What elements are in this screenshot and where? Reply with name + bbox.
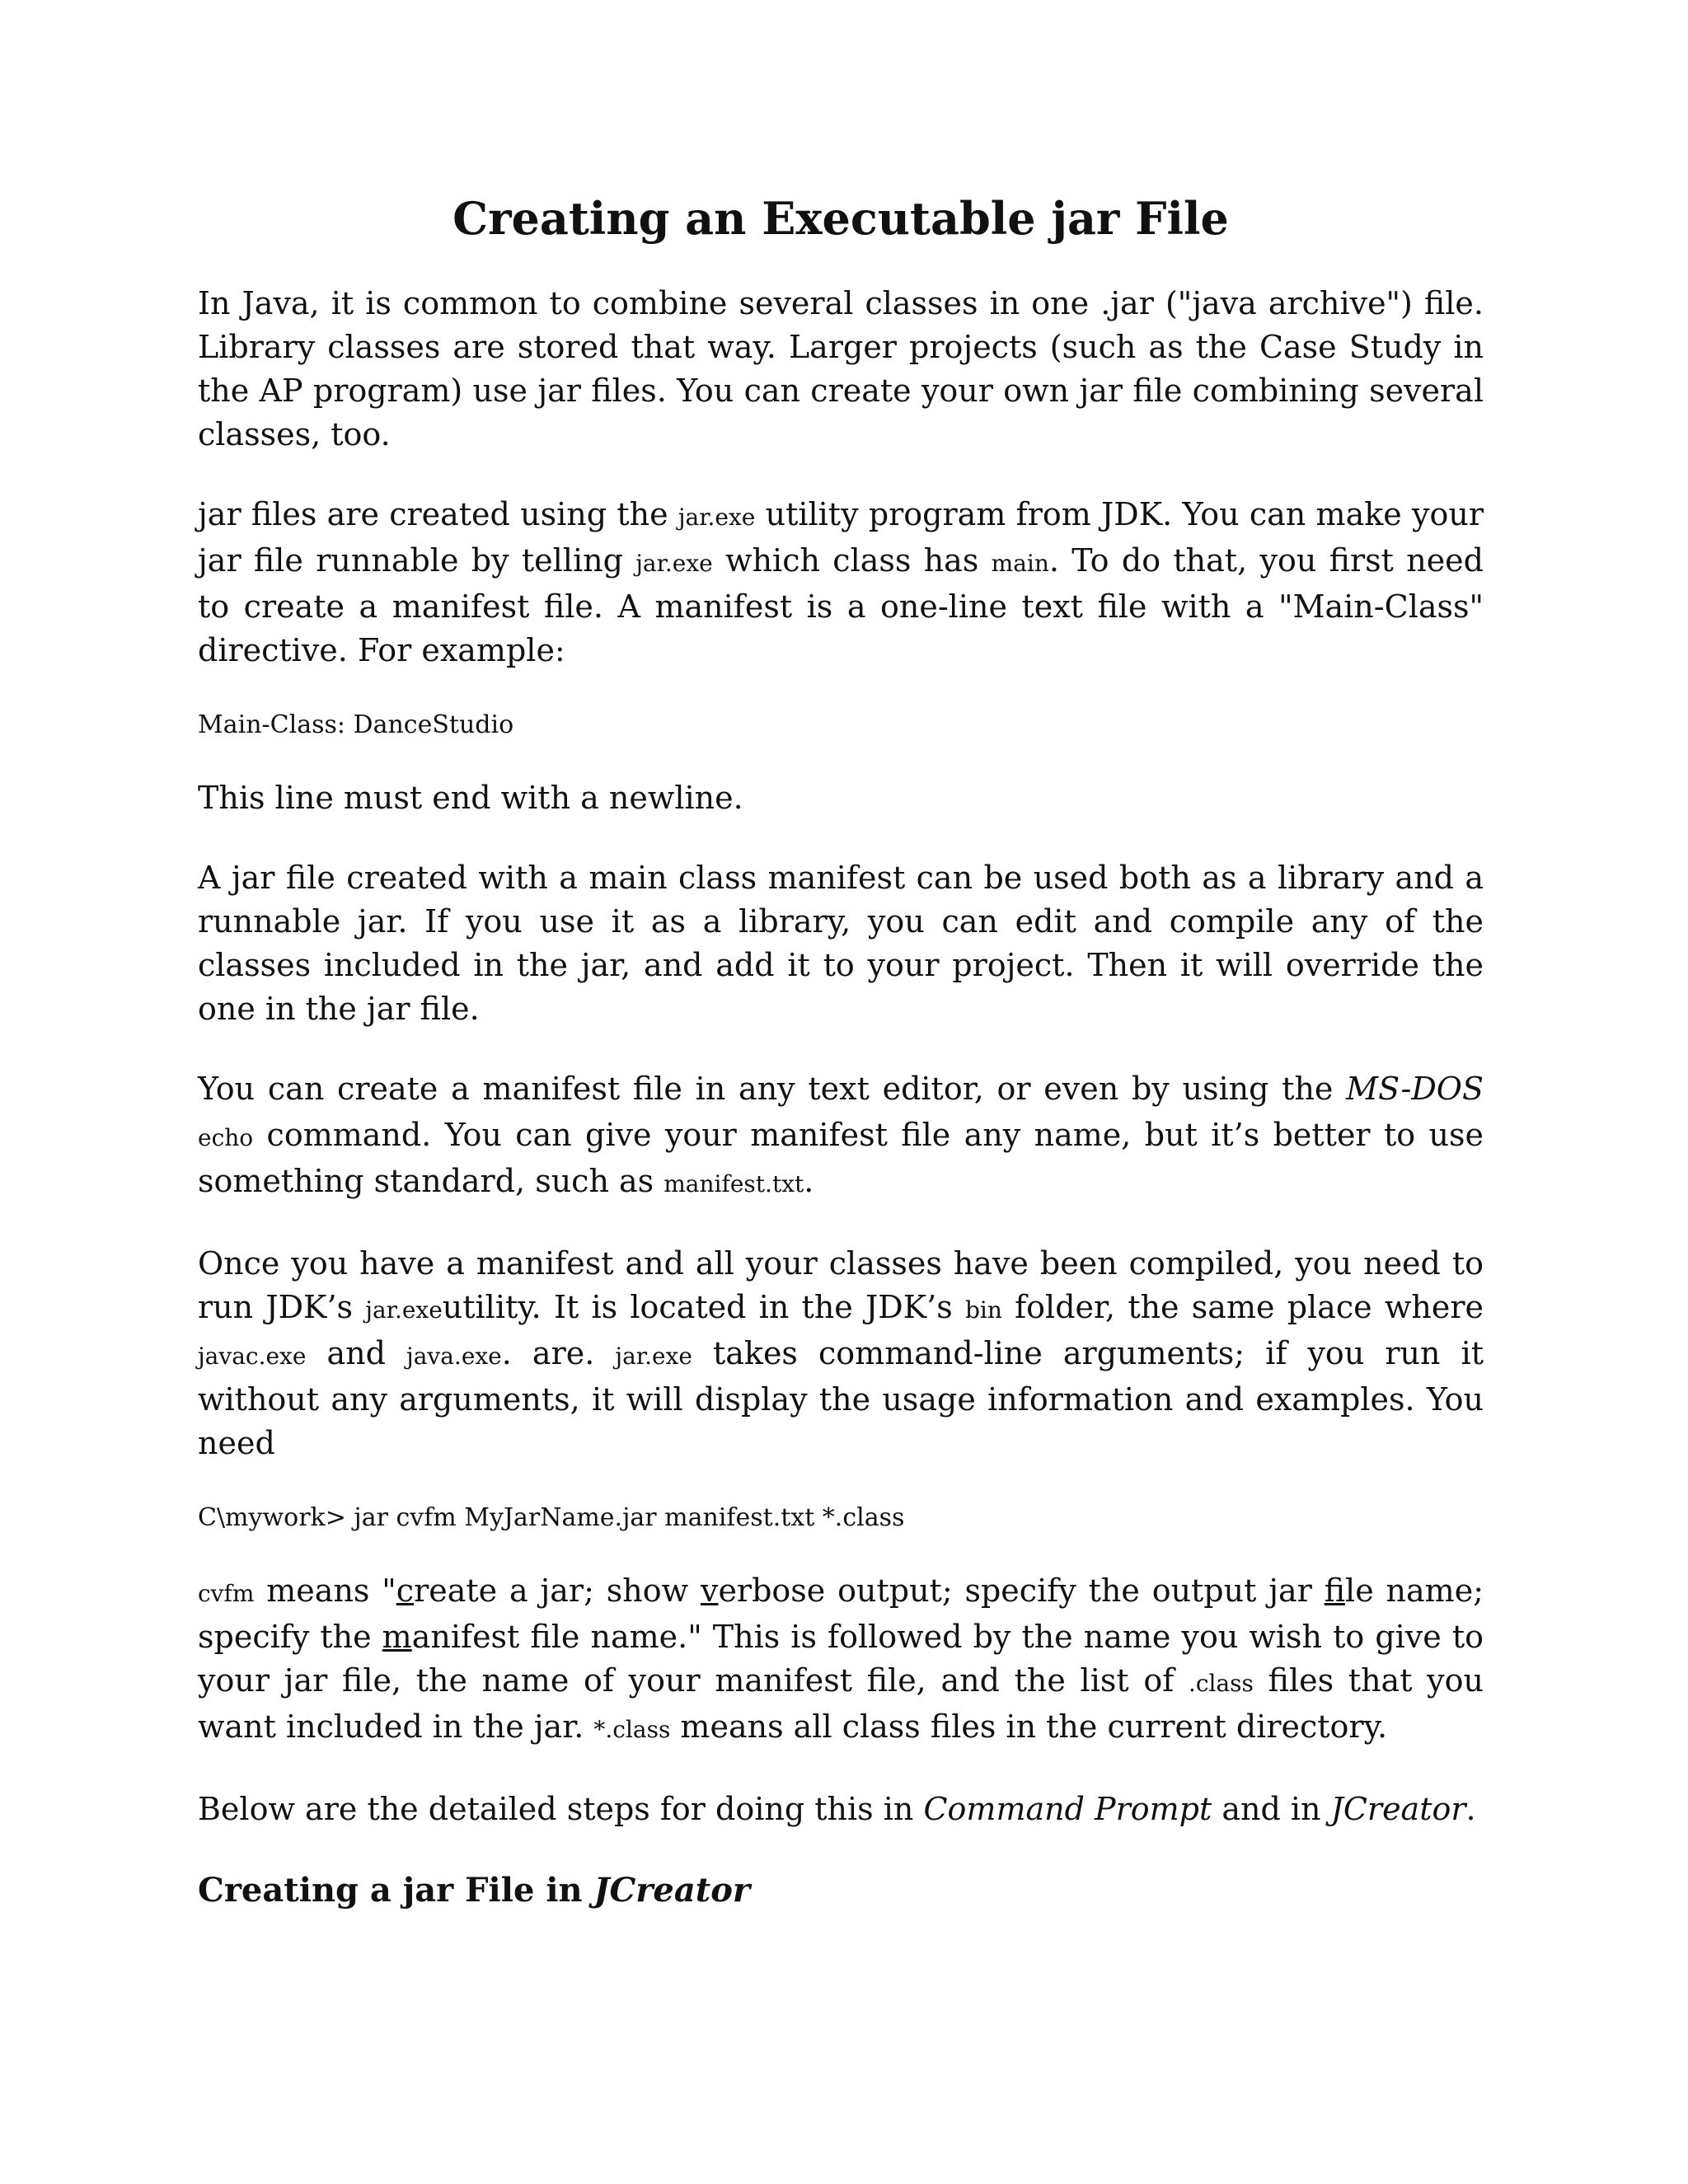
text: command. You can give your manifest file any name, but it’s better to use something standard, such as	[198, 1117, 1484, 1199]
underlined-letter: m	[382, 1619, 412, 1655]
italic-text: JCreator	[1330, 1791, 1466, 1827]
jar-utility-paragraph	[198, 493, 1484, 673]
inline-code: main	[991, 550, 1049, 577]
inline-code: jar.exe	[365, 1296, 443, 1324]
underlined-letter: f	[1324, 1572, 1346, 1609]
jar-command-code: C\mywork> jar cvfm MyJarName.jar manifest.txt *.class	[198, 1503, 905, 1532]
intro-paragraph: In Java, it is common to combine several classes in one .jar ("java archive") file. Library classes are stored that way. Larger projects (such as the Case Study in the AP program) use jar files. You can create your own jar file combining several classes, too.	[198, 285, 1484, 452]
inline-code: cvfm	[198, 1580, 255, 1607]
text: Once you have a manifest and all your classes have been compiled, you need to run JDK’s	[198, 1245, 1484, 1325]
text: anifest file name." This is followed by the name you wish to give to your jar file, the name of your manifest file, and the list of	[198, 1619, 1484, 1699]
text: which class has	[712, 542, 992, 579]
manifest-example-code: Main-Class: DanceStudio	[198, 710, 514, 739]
text: . To do that, you first need to create a manifest file. A manifest is a one-line text file with a "Main-Class" directive. For example:	[198, 542, 1484, 668]
text: . are.	[501, 1335, 616, 1371]
text: utility program from JDK. You can make your jar file runnable by telling	[198, 496, 1484, 579]
italic-text: MS-DOS	[1346, 1071, 1484, 1107]
text: files that you want included in the jar.	[198, 1662, 1484, 1745]
text: takes command-line arguments; if you run it without any arguments, it will display the usage information and examples. You need	[198, 1335, 1484, 1461]
text: means "	[254, 1572, 396, 1609]
inline-code: bin	[964, 1296, 1002, 1324]
text: reate a jar; show	[414, 1572, 701, 1609]
text: .	[1465, 1791, 1476, 1827]
cvfm-explanation-paragraph	[198, 1569, 1484, 1751]
text: erbose output; specify the output jar	[718, 1572, 1325, 1609]
document-title: Creating an Executable jar File	[452, 192, 1229, 245]
newline-note-paragraph: This line must end with a newline.	[198, 780, 743, 816]
inline-code: .class	[1188, 1670, 1254, 1697]
text: You can create a manifest file in any text editor, or even by using the	[198, 1071, 1347, 1107]
run-jar-paragraph	[198, 1242, 1484, 1465]
text: and	[306, 1335, 407, 1371]
italic-text: Command Prompt	[923, 1791, 1212, 1827]
heading-italic-text: JCreator	[593, 1871, 750, 1910]
underlined-letter: v	[700, 1572, 719, 1609]
steps-intro-paragraph	[198, 1788, 1484, 1831]
inline-code: echo	[198, 1124, 254, 1151]
text: Below are the detailed steps for doing this in	[198, 1791, 924, 1827]
manifest-editor-paragraph	[198, 1067, 1484, 1206]
text: folder, the same place where	[1001, 1289, 1484, 1325]
document-page	[198, 190, 1484, 1914]
text: and in	[1212, 1791, 1331, 1827]
inline-code: manifest.txt	[663, 1170, 804, 1197]
inline-code: *.class	[593, 1716, 671, 1743]
library-paragraph: A jar file created with a main class manifest can be used both as a library and a runnable jar. If you use it as a library, you can edit and compile any of the classes included in the jar, and add it to your project. Then it will override the one in the jar file.	[198, 860, 1484, 1027]
text: ile name; specify the	[198, 1572, 1484, 1655]
inline-code: javac.exe	[198, 1343, 307, 1370]
inline-code: java.exe	[406, 1343, 502, 1370]
section-heading-jcreator	[198, 1868, 1484, 1914]
text: means all class files in the current directory.	[670, 1708, 1388, 1745]
text: jar files are created using the	[198, 496, 678, 532]
underlined-letter: c	[396, 1572, 415, 1609]
text: utility. It is located in the JDK’s	[442, 1289, 965, 1325]
inline-code: jar.exe	[678, 504, 756, 531]
heading-text: Creating a jar File in	[198, 1871, 594, 1910]
inline-code: jar.exe	[635, 550, 713, 577]
text: .	[804, 1163, 814, 1199]
inline-code: jar.exe	[615, 1343, 692, 1370]
